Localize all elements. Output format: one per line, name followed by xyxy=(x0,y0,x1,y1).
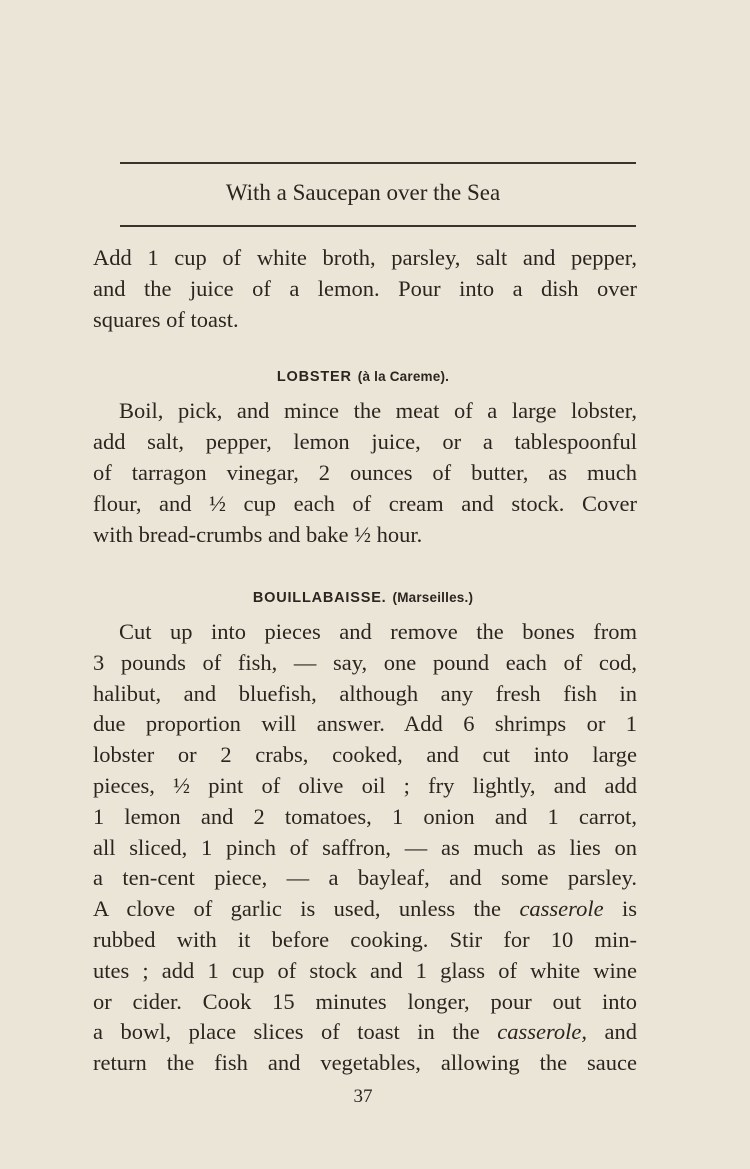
lobster-heading-title: LOBSTER xyxy=(276,369,352,385)
top-rule xyxy=(120,162,636,164)
page-number: 37 xyxy=(353,1086,373,1107)
text-line: utes ; add 1 cup of stock and 1 glass of white wine xyxy=(93,957,637,983)
text-line: return the fish and vegetables, allowing the sauce xyxy=(93,1050,637,1076)
text-line: halibut, and bluefish, although any fresh fish in xyxy=(93,680,637,706)
text-line: Boil, pick, and mince the meat of a large lobster, xyxy=(119,398,637,423)
italic-term: casserole xyxy=(519,896,604,922)
text-line: lobster or 2 crabs, cooked, and cut into large xyxy=(93,742,637,768)
text-line: A clove of garlic is used, unless the casserole is xyxy=(93,896,637,922)
text-line: a bowl, place slices of toast in the casserole, and xyxy=(93,1019,637,1045)
text-line: a ten-cent piece, — a bayleaf, and some parsley. xyxy=(93,865,637,891)
text-line: squares of toast. xyxy=(93,307,239,332)
bouillabaisse-heading-subtitle: (Marseilles.) xyxy=(392,590,474,605)
text-line: 3 pounds of fish, — say, one pound each of cod, xyxy=(93,649,637,675)
text-line: flour, and ½ cup each of cream and stock. Cover xyxy=(93,491,637,516)
lobster-heading-subtitle: (à la Careme). xyxy=(357,369,450,384)
title-underline-rule xyxy=(120,225,636,227)
text-line: with bread-crumbs and bake ½ hour. xyxy=(93,522,423,547)
text-line: or cider. Cook 15 minutes longer, pour out into xyxy=(93,988,637,1014)
text-line: 1 lemon and 2 tomatoes, 1 onion and 1 carrot, xyxy=(93,803,637,829)
text-line: all sliced, 1 pinch of saffron, — as much as lies on xyxy=(93,834,637,860)
bouillabaisse-heading-title: BOUILLABAISSE. xyxy=(252,590,387,606)
running-title: With a Saucepan over the Sea xyxy=(225,180,501,205)
text-line: add salt, pepper, lemon juice, or a tablespoonful xyxy=(93,429,637,454)
text-line: of tarragon vinegar, 2 ounces of butter, as much xyxy=(93,460,637,485)
italic-term: casserole, xyxy=(497,1019,587,1045)
text-line: Cut up into pieces and remove the bones from xyxy=(119,619,637,644)
text-line: due proportion will answer. Add 6 shrimps or 1 xyxy=(93,711,637,737)
text-line: rubbed with it before cooking. Stir for 10 min- xyxy=(93,927,637,952)
text-line: Add 1 cup of white broth, parsley, salt and pepper, xyxy=(93,245,637,270)
bouillabaisse-heading xyxy=(0,590,726,606)
text-line: pieces, ½ pint of olive oil ; fry lightly, and add xyxy=(93,773,637,798)
lobster-heading xyxy=(0,369,726,385)
text-line: and the juice of a lemon. Pour into a dish over xyxy=(93,276,637,301)
